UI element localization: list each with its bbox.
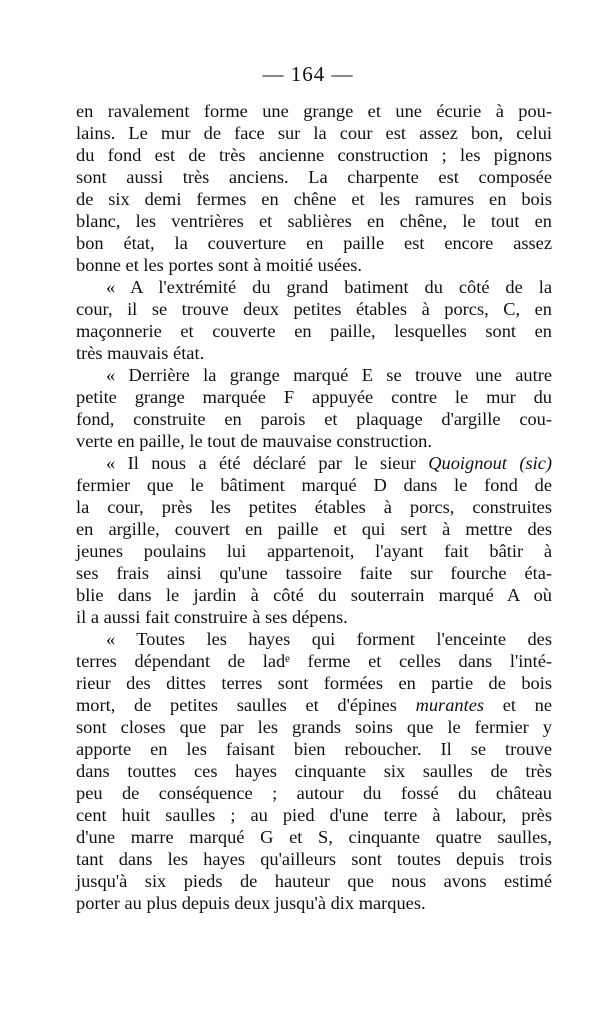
text-line: blie dans le jardin à côté du souterrain marqué A où — [76, 585, 552, 605]
text-line: dans touttes ces hayes cinquante six saulles de très — [76, 761, 552, 781]
text-line: en ravalement forme une grange et une écurie à pou- — [76, 101, 552, 121]
page-number: — 164 — — [262, 62, 354, 86]
paragraph — [76, 364, 552, 452]
text-line: « Derrière la grange marqué E se trouve une autre — [106, 365, 552, 385]
text-line: verte en paille, le tout de mauvaise construction. — [76, 431, 432, 451]
text-line: très mauvais état. — [76, 343, 205, 363]
text-line: sont closes que par les grands soins que le fermier y — [76, 717, 552, 737]
text-line: jeunes poulains lui appartenoit, l'ayant fait bâtir à — [76, 541, 552, 561]
text-line: rieur des dittes terres sont formées en partie de bois — [76, 673, 552, 693]
paragraph — [76, 276, 552, 364]
text-line: fermier que le bâtiment marqué D dans le fond de — [76, 475, 552, 495]
body-text — [76, 100, 552, 914]
text-line: petite grange marquée F appuyée contre le mur du — [76, 387, 552, 407]
text-line: bon état, la couverture en paille est encore assez — [76, 233, 552, 253]
text-line: blanc, les ventrières et sablières en chêne, le tout en — [76, 211, 552, 231]
text-line: lains. Le mur de face sur la cour est assez bon, celui — [76, 123, 552, 143]
text-line: fond, construite en parois et plaquage d'argille cou- — [76, 409, 552, 429]
text-line: « Toutes les hayes qui forment l'enceinte des — [106, 629, 552, 649]
text-line: bonne et les portes sont à moitié usées. — [76, 255, 363, 275]
text-line: sont aussi très anciens. La charpente est composée — [76, 167, 552, 187]
text-line: de six demi fermes en chêne et les ramures en bois — [76, 189, 552, 209]
paragraph — [76, 628, 552, 914]
text-line: peu de conséquence ; autour du fossé du château — [76, 783, 552, 803]
text-line: tant dans les hayes qu'ailleurs sont toutes depuis trois — [76, 849, 552, 869]
text-segment: et ne — [484, 695, 552, 715]
italic-text: murantes — [415, 695, 485, 715]
text-line: d'une marre marqué G et S, cinquante quatre saulles, — [76, 827, 552, 847]
text-line: porter au plus depuis deux jusqu'à dix marques. — [76, 893, 426, 913]
text-line: terres dépendant de ladᵉ ferme et celles dans l'inté- — [76, 651, 552, 671]
text-line: il a aussi fait construire à ses dépens. — [76, 607, 348, 627]
paragraph — [76, 452, 552, 628]
text-segment: mort, de petites saulles et d'épines — [76, 695, 416, 715]
text-line: cour, il se trouve deux petites étables à porcs, C, en — [76, 299, 552, 319]
text-line: jusqu'à six pieds de hauteur que nous avons estimé — [76, 871, 552, 891]
text-line: apporte en les faisant bien reboucher. Il se trouve — [76, 739, 552, 759]
text-line — [76, 694, 552, 716]
italic-text: Quoignout (sic) — [428, 453, 552, 473]
text-line: « A l'extrémité du grand batiment du côté de la — [106, 277, 552, 297]
text-segment: « Il nous a été déclaré par le sieur — [106, 453, 429, 473]
text-line: ses frais ainsi qu'une tassoire faite sur fourche éta- — [76, 563, 552, 583]
paragraph — [76, 100, 552, 276]
text-line: la cour, près les petites étables à porcs, construites — [76, 497, 552, 517]
text-line: en argille, couvert en paille et qui sert à mettre des — [76, 519, 552, 539]
text-line — [76, 452, 552, 474]
text-line: maçonnerie et couverte en paille, lesquelles sont en — [76, 321, 552, 341]
text-line: du fond est de très ancienne construction ; les pignons — [76, 145, 552, 165]
text-line: cent huit saulles ; au pied d'une terre à labour, près — [76, 805, 552, 825]
